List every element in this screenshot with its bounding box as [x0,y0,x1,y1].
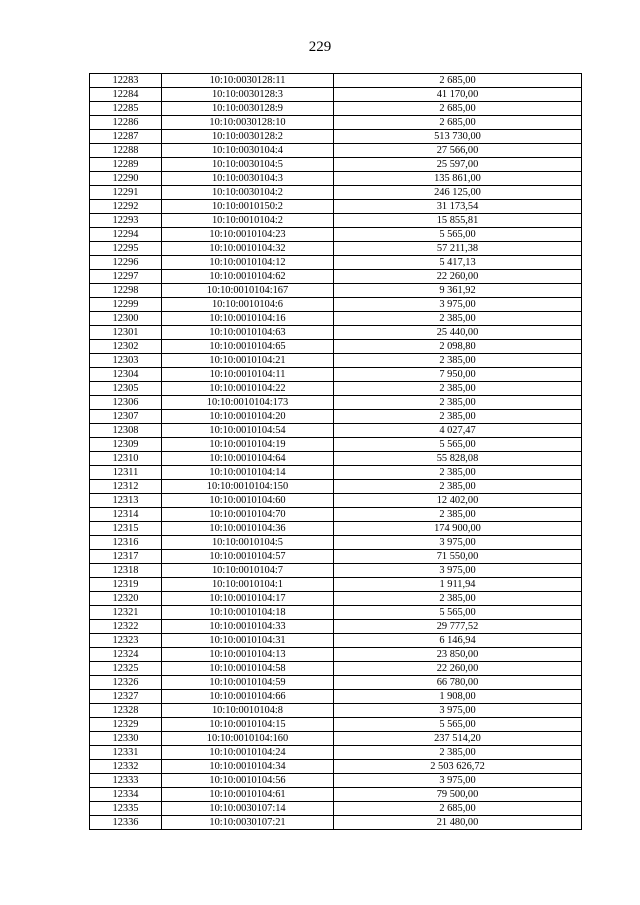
table-row [90,522,582,536]
cadastral-number-cell: 10:10:0010104:62 [162,270,334,284]
table-row [90,592,582,606]
table-row [90,676,582,690]
value-cell: 2 685,00 [334,802,582,816]
row-number-cell: 12336 [90,816,162,830]
cadastral-number-cell: 10:10:0010104:21 [162,354,334,368]
cadastral-number-cell: 10:10:0010104:7 [162,564,334,578]
row-number-cell: 12326 [90,676,162,690]
cadastral-number-cell: 10:10:0010104:150 [162,480,334,494]
cadastral-number-cell: 10:10:0030107:14 [162,802,334,816]
cadastral-number-cell: 10:10:0010104:8 [162,704,334,718]
cadastral-number-cell: 10:10:0010104:57 [162,550,334,564]
value-cell: 9 361,92 [334,284,582,298]
value-cell: 57 211,38 [334,242,582,256]
row-number-cell: 12307 [90,410,162,424]
value-cell: 22 260,00 [334,662,582,676]
value-cell: 2 685,00 [334,74,582,88]
value-cell: 1 908,00 [334,690,582,704]
table-row [90,144,582,158]
table-row [90,186,582,200]
table-row [90,340,582,354]
row-number-cell: 12334 [90,788,162,802]
row-number-cell: 12324 [90,648,162,662]
value-cell: 66 780,00 [334,676,582,690]
row-number-cell: 12286 [90,116,162,130]
value-cell: 4 027,47 [334,424,582,438]
row-number-cell: 12314 [90,508,162,522]
cadastral-number-cell: 10:10:0010104:59 [162,676,334,690]
row-number-cell: 12293 [90,214,162,228]
value-cell: 2 685,00 [334,102,582,116]
cadastral-number-cell: 10:10:0030128:10 [162,116,334,130]
cadastral-number-cell: 10:10:0010104:15 [162,718,334,732]
value-cell: 71 550,00 [334,550,582,564]
cadastral-number-cell: 10:10:0010104:19 [162,438,334,452]
cadastral-number-cell: 10:10:0010104:66 [162,690,334,704]
value-cell: 3 975,00 [334,536,582,550]
row-number-cell: 12294 [90,228,162,242]
value-cell: 3 975,00 [334,704,582,718]
table-row [90,312,582,326]
cadastral-number-cell: 10:10:0030128:3 [162,88,334,102]
value-cell: 15 855,81 [334,214,582,228]
row-number-cell: 12298 [90,284,162,298]
table-row [90,242,582,256]
table-row [90,718,582,732]
row-number-cell: 12327 [90,690,162,704]
cadastral-number-cell: 10:10:0010104:16 [162,312,334,326]
registry-table-body [90,74,582,830]
value-cell: 5 565,00 [334,228,582,242]
value-cell: 2 385,00 [334,508,582,522]
row-number-cell: 12296 [90,256,162,270]
cadastral-number-cell: 10:10:0010104:14 [162,466,334,480]
cadastral-number-cell: 10:10:0030128:11 [162,74,334,88]
table-row [90,536,582,550]
row-number-cell: 12313 [90,494,162,508]
row-number-cell: 12300 [90,312,162,326]
table-row [90,690,582,704]
value-cell: 246 125,00 [334,186,582,200]
row-number-cell: 12311 [90,466,162,480]
cadastral-number-cell: 10:10:0010104:32 [162,242,334,256]
cadastral-number-cell: 10:10:0010104:36 [162,522,334,536]
cadastral-number-cell: 10:10:0010104:167 [162,284,334,298]
cadastral-number-cell: 10:10:0010104:160 [162,732,334,746]
value-cell: 55 828,08 [334,452,582,466]
table-row [90,788,582,802]
row-number-cell: 12308 [90,424,162,438]
cadastral-number-cell: 10:10:0030104:4 [162,144,334,158]
value-cell: 237 514,20 [334,732,582,746]
cadastral-number-cell: 10:10:0030128:9 [162,102,334,116]
table-row [90,326,582,340]
table-row [90,298,582,312]
cadastral-number-cell: 10:10:0030128:2 [162,130,334,144]
row-number-cell: 12330 [90,732,162,746]
cadastral-number-cell: 10:10:0010104:63 [162,326,334,340]
value-cell: 2 385,00 [334,592,582,606]
value-cell: 2 385,00 [334,746,582,760]
row-number-cell: 12332 [90,760,162,774]
table-row [90,410,582,424]
table-row [90,760,582,774]
row-number-cell: 12310 [90,452,162,466]
table-row [90,228,582,242]
table-row [90,564,582,578]
value-cell: 513 730,00 [334,130,582,144]
page-number: 229 [308,39,332,55]
row-number-cell: 12309 [90,438,162,452]
row-number-cell: 12302 [90,340,162,354]
cadastral-number-cell: 10:10:0010104:70 [162,508,334,522]
row-number-cell: 12312 [90,480,162,494]
row-number-cell: 12329 [90,718,162,732]
value-cell: 27 566,00 [334,144,582,158]
row-number-cell: 12301 [90,326,162,340]
table-row [90,354,582,368]
cadastral-number-cell: 10:10:0010104:61 [162,788,334,802]
table-row [90,438,582,452]
value-cell: 23 850,00 [334,648,582,662]
row-number-cell: 12291 [90,186,162,200]
cadastral-number-cell: 10:10:0010104:65 [162,340,334,354]
row-number-cell: 12325 [90,662,162,676]
value-cell: 135 861,00 [334,172,582,186]
row-number-cell: 12292 [90,200,162,214]
value-cell: 2 385,00 [334,382,582,396]
table-row [90,816,582,830]
row-number-cell: 12290 [90,172,162,186]
cadastral-number-cell: 10:10:0030104:2 [162,186,334,200]
row-number-cell: 12331 [90,746,162,760]
row-number-cell: 12315 [90,522,162,536]
table-row [90,382,582,396]
table-row [90,480,582,494]
table-row [90,704,582,718]
table-row [90,774,582,788]
value-cell: 29 777,52 [334,620,582,634]
table-row [90,452,582,466]
table-row [90,130,582,144]
row-number-cell: 12333 [90,774,162,788]
cadastral-number-cell: 10:10:0010104:24 [162,746,334,760]
cadastral-number-cell: 10:10:0010104:56 [162,774,334,788]
cadastral-number-cell: 10:10:0010104:5 [162,536,334,550]
table-row [90,648,582,662]
row-number-cell: 12305 [90,382,162,396]
table-row [90,466,582,480]
cadastral-number-cell: 10:10:0010104:173 [162,396,334,410]
row-number-cell: 12297 [90,270,162,284]
row-number-cell: 12328 [90,704,162,718]
value-cell: 2 385,00 [334,480,582,494]
table-row [90,662,582,676]
value-cell: 41 170,00 [334,88,582,102]
value-cell: 6 146,94 [334,634,582,648]
table-row [90,732,582,746]
cadastral-number-cell: 10:10:0010104:22 [162,382,334,396]
row-number-cell: 12295 [90,242,162,256]
row-number-cell: 12299 [90,298,162,312]
value-cell: 25 440,00 [334,326,582,340]
table-row [90,634,582,648]
value-cell: 174 900,00 [334,522,582,536]
row-number-cell: 12321 [90,606,162,620]
value-cell: 3 975,00 [334,298,582,312]
table-row [90,172,582,186]
value-cell: 25 597,00 [334,158,582,172]
table-row [90,396,582,410]
row-number-cell: 12318 [90,564,162,578]
cadastral-number-cell: 10:10:0010104:23 [162,228,334,242]
value-cell: 2 385,00 [334,396,582,410]
row-number-cell: 12317 [90,550,162,564]
table-row [90,620,582,634]
table-row [90,802,582,816]
value-cell: 2 385,00 [334,410,582,424]
table-row [90,256,582,270]
value-cell: 2 685,00 [334,116,582,130]
table-row [90,508,582,522]
table-row [90,158,582,172]
row-number-cell: 12335 [90,802,162,816]
table-row [90,746,582,760]
cadastral-number-cell: 10:10:0010104:6 [162,298,334,312]
cadastral-number-cell: 10:10:0010104:60 [162,494,334,508]
row-number-cell: 12319 [90,578,162,592]
cadastral-number-cell: 10:10:0010104:13 [162,648,334,662]
value-cell: 5 417,13 [334,256,582,270]
registry-table [89,73,582,830]
table-row [90,74,582,88]
value-cell: 79 500,00 [334,788,582,802]
table-row [90,102,582,116]
cadastral-number-cell: 10:10:0010104:58 [162,662,334,676]
value-cell: 5 565,00 [334,718,582,732]
value-cell: 22 260,00 [334,270,582,284]
cadastral-number-cell: 10:10:0010104:17 [162,592,334,606]
cadastral-number-cell: 10:10:0010104:33 [162,620,334,634]
value-cell: 3 975,00 [334,774,582,788]
table-row [90,578,582,592]
cadastral-number-cell: 10:10:0010104:1 [162,578,334,592]
row-number-cell: 12289 [90,158,162,172]
table-row [90,424,582,438]
value-cell: 3 975,00 [334,564,582,578]
row-number-cell: 12323 [90,634,162,648]
cadastral-number-cell: 10:10:0010104:12 [162,256,334,270]
value-cell: 21 480,00 [334,816,582,830]
row-number-cell: 12284 [90,88,162,102]
cadastral-number-cell: 10:10:0010104:64 [162,452,334,466]
table-row [90,214,582,228]
row-number-cell: 12285 [90,102,162,116]
table-row [90,368,582,382]
cadastral-number-cell: 10:10:0010104:34 [162,760,334,774]
table-row [90,550,582,564]
row-number-cell: 12316 [90,536,162,550]
table-row [90,116,582,130]
value-cell: 7 950,00 [334,368,582,382]
row-number-cell: 12303 [90,354,162,368]
row-number-cell: 12304 [90,368,162,382]
table-row [90,200,582,214]
value-cell: 2 503 626,72 [334,760,582,774]
table-row [90,494,582,508]
row-number-cell: 12306 [90,396,162,410]
cadastral-number-cell: 10:10:0030107:21 [162,816,334,830]
cadastral-number-cell: 10:10:0010104:2 [162,214,334,228]
table-row [90,88,582,102]
cadastral-number-cell: 10:10:0030104:3 [162,172,334,186]
cadastral-number-cell: 10:10:0010150:2 [162,200,334,214]
row-number-cell: 12322 [90,620,162,634]
value-cell: 2 098,80 [334,340,582,354]
value-cell: 2 385,00 [334,312,582,326]
value-cell: 2 385,00 [334,354,582,368]
cadastral-number-cell: 10:10:0010104:20 [162,410,334,424]
row-number-cell: 12283 [90,74,162,88]
row-number-cell: 12288 [90,144,162,158]
row-number-cell: 12287 [90,130,162,144]
value-cell: 12 402,00 [334,494,582,508]
table-row [90,284,582,298]
row-number-cell: 12320 [90,592,162,606]
cadastral-number-cell: 10:10:0030104:5 [162,158,334,172]
table-row [90,606,582,620]
value-cell: 2 385,00 [334,466,582,480]
cadastral-number-cell: 10:10:0010104:11 [162,368,334,382]
table-row [90,270,582,284]
cadastral-number-cell: 10:10:0010104:31 [162,634,334,648]
value-cell: 31 173,54 [334,200,582,214]
value-cell: 5 565,00 [334,438,582,452]
cadastral-number-cell: 10:10:0010104:54 [162,424,334,438]
value-cell: 1 911,94 [334,578,582,592]
cadastral-number-cell: 10:10:0010104:18 [162,606,334,620]
value-cell: 5 565,00 [334,606,582,620]
